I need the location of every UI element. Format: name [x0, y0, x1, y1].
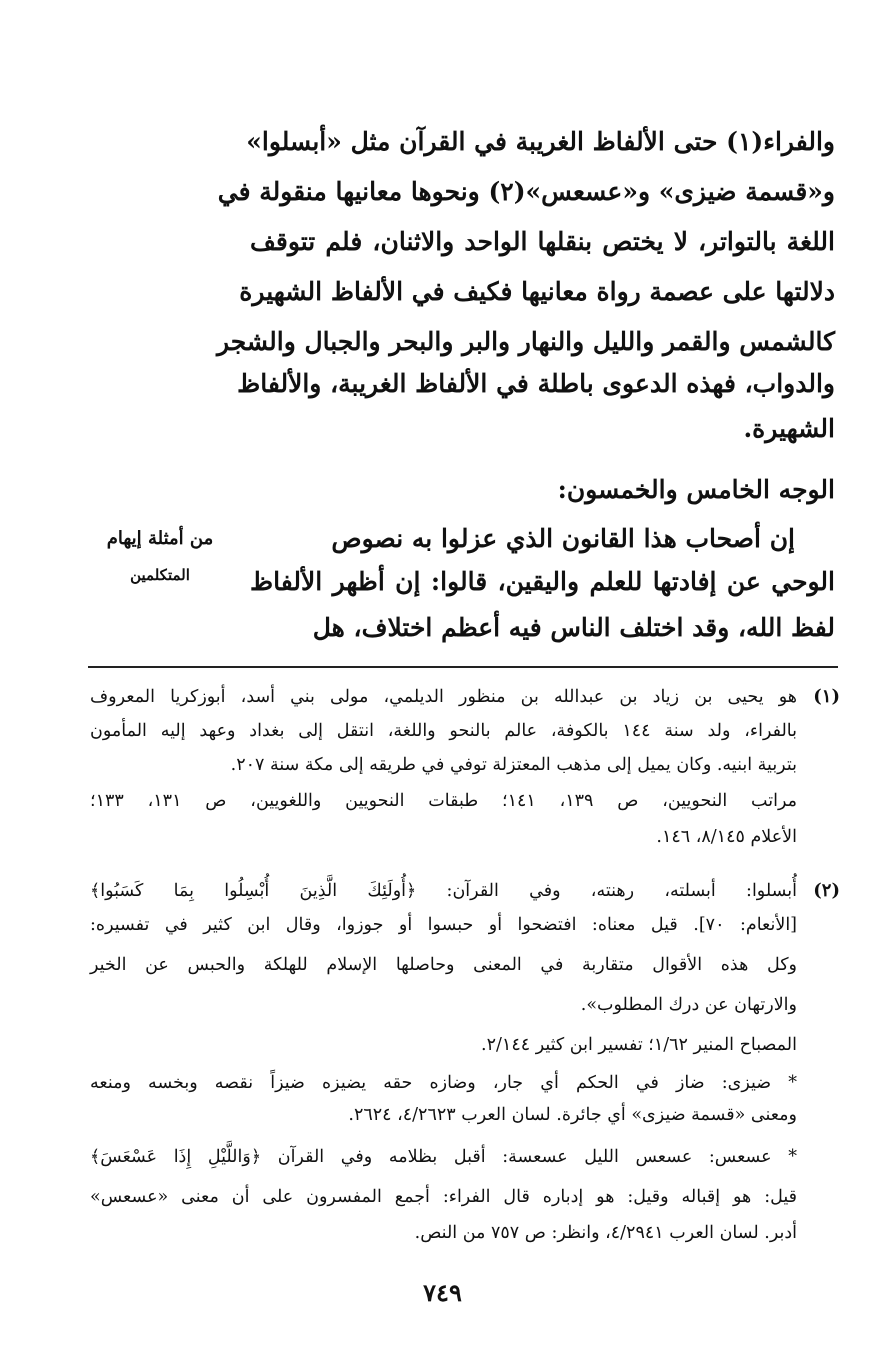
footnote-line: [الأنعام: ٧٠]. قيل معناه: افتضحوا أو حبسوا أو جوزوا، وقال ابن كثير في تفسيره: [90, 915, 798, 935]
text-line: اللغة بالتواتر، لا يختص بنقلها الواحد والاثنان، فلم تتوقف [250, 227, 835, 256]
text-line: والفراء(١) حتى الألفاظ الغريبة في القرآن مثل «أبسلوا» [246, 127, 835, 156]
footnote-number: (٢) [813, 880, 840, 901]
text-line: الوحي عن إفادتها للعلم واليقين، قالوا: إن أظهر الألفاظ [250, 567, 835, 596]
footnote-line: والارتهان عن درك المطلوب». [580, 995, 797, 1015]
text-line: لفظ الله، وقد اختلف الناس فيه أعظم اختلاف، هل [312, 613, 835, 642]
text-line: والدواب، فهذه الدعوى باطلة في الألفاظ الغريبة، والألفاظ [237, 369, 835, 398]
footnote-line: المصباح المنير ١/٦٢؛ تفسير ابن كثير ٢/١٤٤. [481, 1035, 797, 1055]
footnote-line: ومعنى «قسمة ضيزى» أي جائرة. لسان العرب ٤/٢٦٢٣، ٢٦٢٤. [348, 1105, 797, 1125]
footnote-line: وكل هذه الأقوال متقاربة في المعنى وحاصلها الإسلام للهلكة والحبس عن الخير [90, 955, 797, 975]
text-line: إن أصحاب هذا القانون الذي عزلوا به نصوص [331, 524, 795, 553]
text-line: و«قسمة ضيزى» و«عسعس»(٢) ونحوها معانيها منقولة في [217, 177, 835, 206]
text-line: الشهيرة. [743, 414, 835, 443]
footnote-line: مراتب النحويين، ص ١٣٩، ١٤١؛ طبقات النحويين واللغويين، ص ١٣١، ١٣٣؛ [90, 791, 797, 811]
footnote-number: (١) [813, 686, 840, 707]
text-line: كالشمس والقمر والليل والنهار والبر والبحر والجبال والشجر [216, 327, 835, 356]
footnote-line: * عسعس: عسعس الليل عسعسة: أقبل بظلامه وفي القرآن ﴿وَاللَّيْلِ إِذَا عَسْعَسَ﴾ [90, 1147, 797, 1167]
footnote-line: قيل: هو إقباله وقيل: هو إدباره قال الفراء: أجمع المفسرون على أن معنى «عسعس» [90, 1187, 797, 1207]
text-line: دلالتها على عصمة رواة معانيها فكيف في الألفاظ الشهيرة [239, 277, 835, 306]
footnote-line: هو يحيى بن زياد بن عبدالله بن منظور الديلمي، مولى بني أسد، أبوزكريا المعروف [90, 687, 797, 707]
footnote-line: أُبسلوا: أبسلته، رهنته، وفي القرآن: ﴿أُولَئِكَ الَّذِينَ أُبْسِلُوا بِمَا كَسَبُوا﴾ [90, 881, 797, 901]
footnote-line: الأعلام ٨/١٤٥، ١٤٦. [656, 827, 797, 847]
footnote-line: بالفراء، ولد سنة ١٤٤ بالكوفة، عالم بالنحو واللغة، انتقل إلى بغداد وعهد إليه المأمون [90, 721, 798, 741]
footnote-line: بتربية ابنيه. وكان يميل إلى مذهب المعتزلة توفي في طريقه إلى مكة سنة ٢٠٧. [230, 755, 797, 775]
section-heading: الوجه الخامس والخمسون: [557, 475, 835, 504]
margin-note-line: من أمثلة إيهام [106, 528, 214, 549]
footnote-line: أدبر. لسان العرب ٤/٢٩٤١، وانظر: ص ٧٥٧ من النص. [414, 1223, 797, 1243]
footnote-line: * ضيزى: ضاز في الحكم أي جار، وضازه حقه يضيزه ضيزاً نقصه وبخسه ومنعه [90, 1073, 797, 1093]
page-number: ٧٤٩ [423, 1278, 462, 1307]
footnote-separator [88, 666, 838, 668]
margin-note-line: المتكلمين [130, 566, 190, 584]
